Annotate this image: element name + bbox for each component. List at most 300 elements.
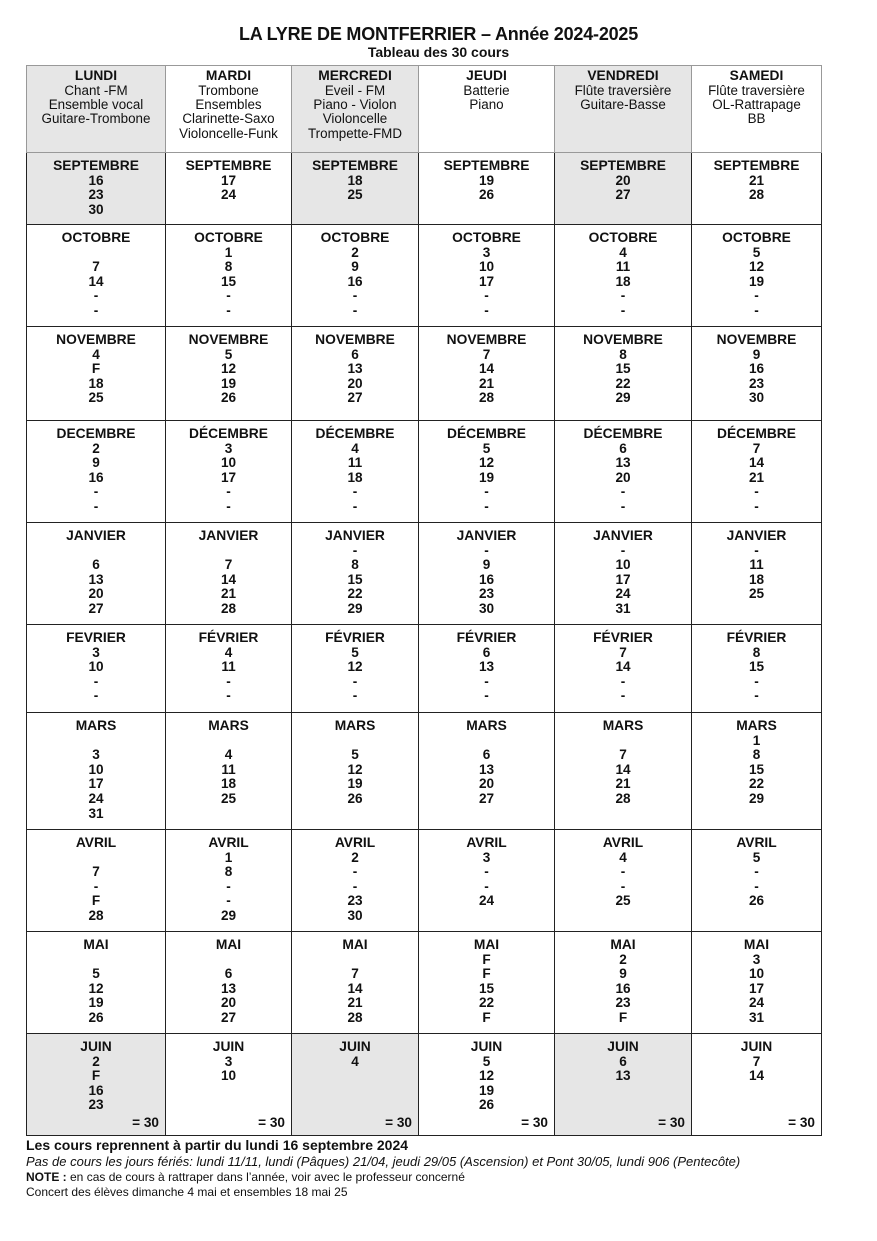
day-header-mardi xyxy=(166,66,292,153)
course-date: 20 xyxy=(615,469,631,485)
month-label: JANVIER xyxy=(456,528,517,543)
course-date: 27 xyxy=(220,1009,237,1025)
course-date: 4 xyxy=(351,440,359,456)
course-date: 19 xyxy=(478,469,495,485)
course-date: 10 xyxy=(220,455,237,471)
month-row-avril xyxy=(27,830,822,932)
month-label: MARS xyxy=(602,718,644,733)
month-cell-janvier-jeudi xyxy=(419,523,555,625)
course-date: - xyxy=(93,673,99,689)
month-cell-fevrier-mardi xyxy=(166,625,292,713)
course-date: 15 xyxy=(478,980,495,996)
course-date: 24 xyxy=(220,187,237,203)
course-date: 25 xyxy=(615,893,631,909)
course-date: 3 xyxy=(224,440,233,456)
course-date: 7 xyxy=(482,346,491,362)
course-date: 13 xyxy=(615,455,631,471)
page-title: LA LYRE DE MONTFERRIER – Année 2024-2025 xyxy=(238,24,639,44)
course-date: F xyxy=(618,1009,628,1025)
course-date: 14 xyxy=(478,361,495,377)
course-date: 7 xyxy=(619,747,627,763)
course-date: 11 xyxy=(221,761,236,777)
day-header-samedi xyxy=(692,66,822,153)
course-date: 5 xyxy=(351,644,359,660)
month-label: NOVEMBRE xyxy=(188,332,269,347)
month-cell-janvier-lundi xyxy=(27,523,166,625)
course-date: 16 xyxy=(748,361,765,377)
month-row-decembre xyxy=(27,421,822,523)
course-date xyxy=(421,734,552,749)
course-date: 27 xyxy=(615,187,631,203)
course-date: 29 xyxy=(220,907,237,923)
month-cell-mai-lundi xyxy=(27,932,166,1034)
month-label: JANVIER xyxy=(66,528,126,543)
month-label: JUIN xyxy=(607,1039,639,1054)
course-date: 12 xyxy=(220,361,237,377)
course-date: 19 xyxy=(478,1082,495,1098)
course-date: 10 xyxy=(748,966,765,982)
course-date: 2 xyxy=(351,244,359,260)
month-label: NOVEMBRE xyxy=(716,332,797,347)
course-date: 10 xyxy=(220,1068,237,1084)
course-date: 23 xyxy=(88,1097,104,1113)
course-date: 14 xyxy=(615,761,631,777)
course-date: 23 xyxy=(478,586,495,602)
month-label: MARS xyxy=(736,718,777,733)
course-date: 21 xyxy=(478,375,495,391)
month-label: DECEMBRE xyxy=(56,426,136,441)
course-date: 22 xyxy=(615,375,631,391)
course-date: 12 xyxy=(347,659,363,675)
course-date: 26 xyxy=(88,1009,104,1025)
month-cell-mars-mardi xyxy=(166,713,292,830)
month-label: FÉVRIER xyxy=(593,630,653,645)
course-date: - xyxy=(352,498,358,514)
course-date: 26 xyxy=(220,390,237,406)
month-label: NOVEMBRE xyxy=(315,332,395,347)
course-date: 10 xyxy=(88,761,104,777)
month-cell-septembre-mercredi xyxy=(292,153,419,225)
course-date xyxy=(29,246,163,261)
course-date: - xyxy=(93,498,99,514)
course-date: - xyxy=(484,302,489,318)
month-label: OCTOBRE xyxy=(194,230,263,245)
month-label: DÉCEMBRE xyxy=(189,426,268,441)
month-label: OCTOBRE xyxy=(588,230,658,245)
course-date: 11 xyxy=(749,557,764,573)
month-label: JUIN xyxy=(470,1039,503,1054)
course-date: - xyxy=(754,484,759,500)
day-header-mercredi xyxy=(292,66,419,153)
month-label: MARS xyxy=(466,718,507,733)
course-date: 30 xyxy=(748,390,765,406)
course-date: - xyxy=(484,688,489,704)
course-date: 30 xyxy=(347,907,363,923)
month-cell-juin-vendredi xyxy=(555,1034,692,1136)
course-date: 20 xyxy=(220,995,237,1011)
course-date: - xyxy=(754,878,759,894)
month-label: FÉVRIER xyxy=(198,630,259,645)
month-cell-decembre-lundi xyxy=(27,421,166,523)
course-date: 14 xyxy=(347,980,363,996)
month-cell-juin-samedi xyxy=(692,1034,822,1136)
month-label: MAI xyxy=(743,937,770,952)
course-date: 4 xyxy=(224,747,233,763)
month-label: JUIN xyxy=(339,1039,371,1054)
month-label: FÉVRIER xyxy=(456,630,517,645)
course-date: - xyxy=(352,302,358,318)
note-label: NOTE : xyxy=(26,1170,67,1184)
course-date: 11 xyxy=(221,659,236,675)
day-header-vendredi xyxy=(555,66,692,153)
month-cell-octobre-samedi xyxy=(692,225,822,327)
course-date: 24 xyxy=(478,893,495,909)
month-label: SEPTEMBRE xyxy=(53,158,139,173)
holidays-note: Pas de cours les jours fériés: lundi 11/11, lundi (Pâques) 21/04, jeudi 29/05 (Ascension) et Pont 30/05, lundi 906 (Pentecôte) xyxy=(26,1154,741,1169)
month-cell-juin-mercredi xyxy=(292,1034,419,1136)
course-date: 6 xyxy=(92,557,100,573)
course-date: 16 xyxy=(88,469,104,485)
month-label: FÉVRIER xyxy=(726,630,787,645)
course-date: 8 xyxy=(752,644,761,660)
day-name: MARDI xyxy=(205,68,252,83)
course-date: 18 xyxy=(347,172,363,188)
course-date: 28 xyxy=(88,907,104,923)
course-date: 20 xyxy=(478,776,495,792)
course-date: - xyxy=(620,498,626,514)
month-cell-mai-mardi xyxy=(166,932,292,1034)
month-label: NOVEMBRE xyxy=(583,332,663,347)
course-date: 5 xyxy=(482,440,491,456)
course-date: - xyxy=(620,864,626,880)
course-date: 17 xyxy=(748,980,765,996)
instrument-line: Guitare-Basse xyxy=(580,97,666,112)
course-date: 17 xyxy=(615,571,631,587)
course-date: - xyxy=(352,288,358,304)
month-cell-mai-mercredi xyxy=(292,932,419,1034)
month-label: OCTOBRE xyxy=(320,230,390,245)
month-row-janvier xyxy=(27,523,822,625)
course-date: 18 xyxy=(748,571,765,587)
course-date: 26 xyxy=(478,187,495,203)
course-date: 23 xyxy=(88,187,104,203)
course-date: 24 xyxy=(88,790,104,806)
course-date: 9 xyxy=(92,455,100,471)
course-date: 30 xyxy=(478,600,495,616)
course-date: 2 xyxy=(619,951,627,967)
course-date: 16 xyxy=(347,273,363,289)
course-date: - xyxy=(620,288,626,304)
course-date: 6 xyxy=(619,1053,627,1069)
course-date: 31 xyxy=(615,600,631,616)
month-cell-septembre-vendredi xyxy=(555,153,692,225)
course-date: 8 xyxy=(224,864,233,880)
month-row-mars xyxy=(27,713,822,830)
course-date: 6 xyxy=(224,966,233,982)
instrument-line: Eveil - FM xyxy=(324,82,386,98)
course-date: F xyxy=(91,1068,101,1084)
course-date: 21 xyxy=(615,776,631,792)
course-date: 15 xyxy=(748,659,765,675)
course-date: 7 xyxy=(619,644,627,660)
course-date: 5 xyxy=(752,244,761,260)
month-cell-avril-vendredi xyxy=(555,830,692,932)
month-label: AVRIL xyxy=(75,835,117,850)
course-date: 12 xyxy=(347,761,363,777)
course-date xyxy=(29,734,163,749)
course-total: = 30 xyxy=(258,1115,285,1131)
course-date: 25 xyxy=(347,187,363,203)
course-date: 23 xyxy=(347,893,363,909)
course-date: - xyxy=(93,288,99,304)
course-date: - xyxy=(226,288,231,304)
course-date: 1 xyxy=(752,732,761,748)
month-cell-novembre-vendredi xyxy=(555,327,692,421)
course-date: 20 xyxy=(615,172,631,188)
course-date xyxy=(294,953,416,968)
course-date: 10 xyxy=(88,659,104,675)
course-date: 14 xyxy=(88,273,104,289)
course-date: 28 xyxy=(615,790,631,806)
course-date: 19 xyxy=(220,375,237,391)
page-subtitle: Tableau des 30 cours xyxy=(367,44,510,60)
month-label: MAI xyxy=(83,937,109,952)
course-date: 31 xyxy=(748,1009,765,1025)
course-date: - xyxy=(352,864,358,880)
course-date: 17 xyxy=(220,469,237,485)
course-date: 24 xyxy=(615,586,631,602)
month-cell-janvier-mercredi xyxy=(292,523,419,625)
course-date: - xyxy=(620,673,626,689)
course-date: 3 xyxy=(482,849,491,865)
course-date: 4 xyxy=(619,849,627,865)
course-date: - xyxy=(754,673,759,689)
course-date: 15 xyxy=(615,361,631,377)
instrument-line: Clarinette-Saxo xyxy=(182,111,275,127)
course-date: F xyxy=(482,966,491,982)
teacher-note xyxy=(26,1170,846,1185)
course-date: 7 xyxy=(752,440,761,456)
month-label: AVRIL xyxy=(208,835,249,850)
course-date: 5 xyxy=(92,966,100,982)
course-date: 27 xyxy=(478,790,495,806)
month-cell-mars-vendredi xyxy=(555,713,692,830)
course-date: 1 xyxy=(224,244,233,260)
course-date: 7 xyxy=(92,864,100,880)
month-label: JANVIER xyxy=(593,528,653,543)
course-date: - xyxy=(620,302,626,318)
month-label: MARS xyxy=(334,718,376,733)
month-label: OCTOBRE xyxy=(452,230,521,245)
course-date: - xyxy=(754,542,759,558)
course-date: - xyxy=(484,542,489,558)
month-cell-avril-lundi xyxy=(27,830,166,932)
course-date: 3 xyxy=(92,644,100,660)
month-row-mai xyxy=(27,932,822,1034)
course-date: 15 xyxy=(748,761,765,777)
day-header-lundi xyxy=(27,66,166,153)
course-date: - xyxy=(484,864,489,880)
course-date: - xyxy=(93,688,99,704)
course-date: 18 xyxy=(220,776,237,792)
concert-note: Concert des élèves dimanche 4 mai et ensembles 18 mai 25 xyxy=(26,1185,348,1199)
course-date xyxy=(168,544,289,559)
course-date: 7 xyxy=(351,966,359,982)
course-date: - xyxy=(226,673,231,689)
day-name: JEUDI xyxy=(466,68,507,83)
course-date: 12 xyxy=(478,1068,495,1084)
course-date: 9 xyxy=(351,259,359,275)
month-label: AVRIL xyxy=(736,835,777,850)
month-label: JANVIER xyxy=(198,528,259,543)
note-text: en cas de cours à rattraper dans l’année, voir avec le professeur concerné xyxy=(66,1170,465,1184)
month-label: JANVIER xyxy=(325,528,385,543)
course-date: - xyxy=(352,542,358,558)
course-date: 10 xyxy=(615,557,631,573)
month-cell-octobre-mardi xyxy=(166,225,292,327)
month-cell-novembre-lundi xyxy=(27,327,166,421)
course-date: 12 xyxy=(748,259,765,275)
course-date: - xyxy=(226,893,231,909)
course-date: 8 xyxy=(619,346,627,362)
month-cell-janvier-samedi xyxy=(692,523,822,625)
month-cell-fevrier-jeudi xyxy=(419,625,555,713)
course-date: 6 xyxy=(619,440,627,456)
day-name: MERCREDI xyxy=(318,68,392,83)
course-date: 16 xyxy=(478,571,495,587)
course-date: 29 xyxy=(748,790,765,806)
month-cell-avril-mercredi xyxy=(292,830,419,932)
instrument-line: Piano - Violon xyxy=(313,97,397,112)
course-date: 24 xyxy=(748,995,765,1011)
course-date: 15 xyxy=(220,273,237,289)
course-date: 2 xyxy=(92,440,100,456)
course-date: 21 xyxy=(748,172,765,188)
course-date: 12 xyxy=(88,980,104,996)
course-date: 5 xyxy=(752,849,761,865)
month-row-septembre xyxy=(27,153,822,225)
course-date: 10 xyxy=(478,259,495,275)
course-calendar-table xyxy=(26,65,822,1136)
course-date: 28 xyxy=(748,187,765,203)
month-label: OCTOBRE xyxy=(61,230,131,245)
course-date xyxy=(29,953,163,968)
instrument-line: Flûte traversière xyxy=(708,82,805,98)
course-date: 1 xyxy=(224,849,233,865)
course-date: 25 xyxy=(748,586,765,602)
month-cell-octobre-vendredi xyxy=(555,225,692,327)
course-date: 3 xyxy=(482,244,491,260)
course-date: 28 xyxy=(220,600,237,616)
course-date: 12 xyxy=(478,455,495,471)
course-date: - xyxy=(352,484,358,500)
course-date: 22 xyxy=(748,776,765,792)
course-total: = 30 xyxy=(132,1115,159,1131)
month-label: SEPTEMBRE xyxy=(185,158,272,173)
month-cell-mars-lundi xyxy=(27,713,166,830)
instrument-line: OL-Rattrapage xyxy=(712,97,801,112)
course-date: 20 xyxy=(347,375,363,391)
course-date: - xyxy=(484,673,489,689)
course-date: 3 xyxy=(752,951,761,967)
course-date: 13 xyxy=(347,361,363,377)
month-label: MAI xyxy=(610,937,636,952)
course-date: 13 xyxy=(478,659,495,675)
course-date: - xyxy=(484,878,489,894)
course-date: - xyxy=(226,302,231,318)
month-label: DÉCEMBRE xyxy=(717,426,796,441)
month-label: MAI xyxy=(342,937,368,952)
month-cell-avril-mardi xyxy=(166,830,292,932)
month-label: AVRIL xyxy=(466,835,507,850)
course-date: 28 xyxy=(478,390,495,406)
month-cell-septembre-samedi xyxy=(692,153,822,225)
instrument-line: Ensemble vocal xyxy=(48,97,144,112)
day-name: VENDREDI xyxy=(587,68,659,83)
course-date: - xyxy=(754,302,759,318)
course-date: - xyxy=(93,302,99,318)
month-cell-juin-mardi xyxy=(166,1034,292,1136)
month-cell-fevrier-lundi xyxy=(27,625,166,713)
course-date: 26 xyxy=(478,1097,495,1113)
month-cell-juin-lundi xyxy=(27,1034,166,1136)
course-date xyxy=(29,851,163,866)
course-date: 5 xyxy=(351,747,359,763)
course-date: 22 xyxy=(347,586,363,602)
month-label: NOVEMBRE xyxy=(56,332,136,347)
course-date: - xyxy=(352,673,358,689)
course-date xyxy=(29,544,163,559)
course-date: 2 xyxy=(351,849,359,865)
course-date: 17 xyxy=(478,273,495,289)
course-date: - xyxy=(93,878,99,894)
course-date: 13 xyxy=(615,1068,631,1084)
month-label: FEVRIER xyxy=(66,630,126,645)
month-cell-decembre-mercredi xyxy=(292,421,419,523)
course-date: - xyxy=(754,864,759,880)
course-date: - xyxy=(620,542,626,558)
course-date: 17 xyxy=(88,776,104,792)
course-date: 15 xyxy=(347,571,363,587)
course-date: 31 xyxy=(88,805,104,821)
instrument-line: Trompette-FMD xyxy=(308,125,402,141)
month-row-juin xyxy=(27,1034,822,1136)
course-date: 5 xyxy=(224,346,233,362)
course-date: 21 xyxy=(347,995,363,1011)
month-label: NOVEMBRE xyxy=(446,332,527,347)
course-date: 21 xyxy=(748,469,765,485)
month-cell-mai-jeudi xyxy=(419,932,555,1034)
month-label: MAI xyxy=(215,937,242,952)
course-date: 4 xyxy=(351,1053,359,1069)
course-date: F xyxy=(91,361,101,377)
month-cell-decembre-samedi xyxy=(692,421,822,523)
course-date: - xyxy=(620,688,626,704)
day-name: SAMEDI xyxy=(729,68,784,83)
course-date: 9 xyxy=(752,346,761,362)
month-label: AVRIL xyxy=(334,835,376,850)
course-date: F xyxy=(482,1009,491,1025)
course-date: 4 xyxy=(92,346,100,362)
course-date: 20 xyxy=(88,586,104,602)
course-date: 23 xyxy=(615,995,631,1011)
month-row-fevrier xyxy=(27,625,822,713)
course-date: - xyxy=(93,484,99,500)
course-date: 7 xyxy=(224,557,233,573)
course-date: 27 xyxy=(347,390,363,406)
month-cell-mai-vendredi xyxy=(555,932,692,1034)
day-header-jeudi xyxy=(419,66,555,153)
